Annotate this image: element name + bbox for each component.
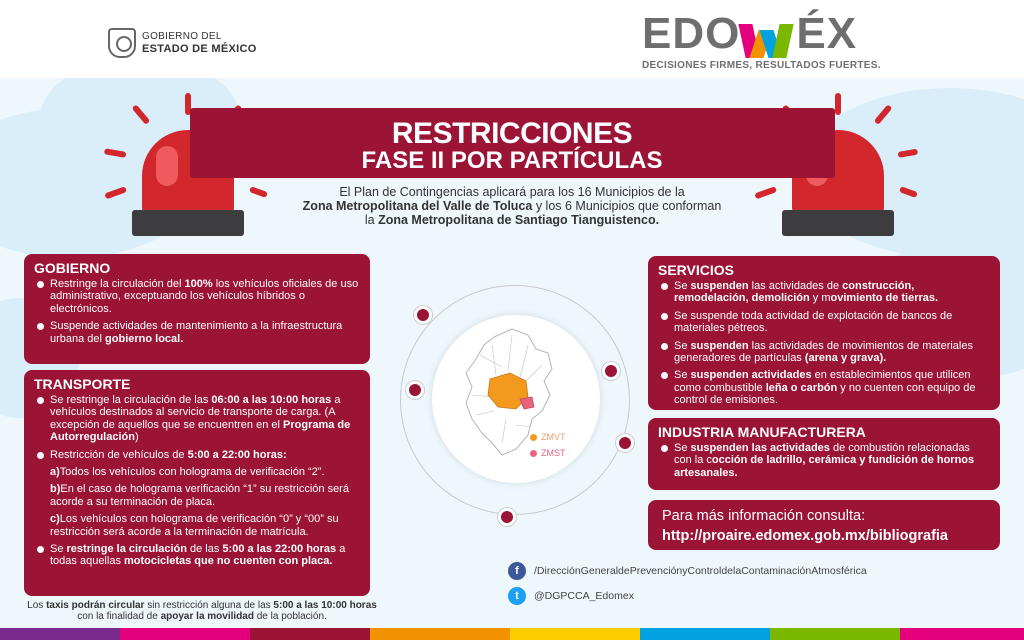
gov-line2: ESTADO DE MÉXICO	[142, 43, 257, 55]
brand-tagline: DECISIONES FIRMES, RESULTADOS FUERTES.	[642, 60, 881, 71]
twitter-icon: t	[508, 587, 526, 605]
facebook-icon: f	[508, 562, 526, 580]
industria-item: Se suspenden las actividades de combustión relacionadas con la cocción de ladrillo, cerámica y fundición de hornos artesanales.	[658, 442, 990, 479]
legend-zmst: ZMST	[530, 448, 566, 458]
brand-pre: EDO	[642, 9, 741, 58]
edomex-logo	[642, 10, 892, 71]
gov-line1: GOBIERNO DEL	[142, 31, 222, 42]
servicios-heading: SERVICIOS	[658, 262, 734, 278]
connector-dot	[616, 434, 634, 452]
connector-dot	[602, 362, 620, 380]
color-stripe	[510, 628, 640, 640]
state-seal-icon	[108, 28, 136, 58]
transporte-heading: TRANSPORTE	[34, 376, 131, 392]
servicios-item: Se suspenden actividades en establecimientos que utilicen como combustible leña o carbón y no cuenten con equipo de control de emisiones.	[658, 369, 990, 406]
transporte-box	[24, 370, 370, 596]
map-circle	[432, 315, 600, 483]
brand-post: ÉX	[796, 9, 858, 58]
gobierno-logo-text	[142, 31, 257, 55]
transporte-item: Se restringe la circulación de las 5:00 a las 22:00 horas a todas aquellas motocicletas que no cuenten con placa.	[34, 543, 360, 568]
transporte-item: Restricción de vehículos de 5:00 a 22:00 horas:	[34, 449, 360, 461]
gobierno-item: Restringe la circulación del 100% los vehículos oficiales de uso administrativo, exceptuando los vehículos híbridos o electrónicos.	[34, 278, 360, 315]
color-stripe	[770, 628, 900, 640]
state-map-icon	[432, 315, 600, 483]
edomex-wordmark	[642, 10, 892, 58]
transporte-subitem: b)En el caso de holograma verificación “1” su restricción será acorde a su terminación de placa.	[50, 483, 349, 508]
intro-text: El Plan de Contingencias aplicará para los 16 Municipios de la Zona Metropolitana del Valle de Toluca y los 6 Municipios que conforman la Zona Metropolitana de Santiago Tianguistenco.	[302, 185, 722, 227]
info-box	[648, 500, 1000, 550]
industria-box	[648, 418, 1000, 490]
gobierno-logo	[108, 28, 257, 58]
color-stripe	[250, 628, 370, 640]
info-url-link[interactable]: http://proaire.edomex.gob.mx/bibliografia	[662, 528, 948, 544]
gobierno-item: Suspende actividades de mantenimiento a la infraestructura urbana del gobierno local.	[34, 320, 360, 345]
info-label: Para más información consulta:	[662, 508, 866, 524]
gobierno-heading: GOBIERNO	[34, 260, 111, 276]
transporte-subitem: c)Los vehículos con holograma de verificación “0” y “00” su restricción será acorde a la terminación de matrícula.	[50, 513, 339, 538]
connector-dot	[414, 306, 432, 324]
color-stripe	[370, 628, 510, 640]
color-stripe	[0, 628, 120, 640]
connector-dot	[406, 381, 424, 399]
legend-zmvt: ZMVT	[530, 432, 566, 442]
edomex-m-logo	[742, 20, 794, 58]
facebook-handle[interactable]: /DirecciónGeneraldePrevenciónyControldelaContaminaciónAtmosférica	[534, 565, 867, 577]
twitter-handle[interactable]: @DGPCCA_Edomex	[534, 590, 634, 602]
industria-heading: INDUSTRIA MANUFACTURERA	[658, 424, 866, 440]
color-stripe	[900, 628, 1024, 640]
twitter-link[interactable]	[508, 587, 634, 605]
taxi-footnote: Los taxis podrán circular sin restricción alguna de las 5:00 a las 10:00 horas con la finalidad de apoyar la movilidad de la población.	[27, 600, 377, 622]
servicios-box	[648, 256, 1000, 410]
transporte-subitem: a)Todos los vehículos con holograma de verificación “2”.	[50, 466, 325, 479]
servicios-item: Se suspenden las actividades de construcción, remodelación, demolición y movimiento de tierras.	[658, 280, 990, 305]
gobierno-box	[24, 254, 370, 364]
color-stripe	[120, 628, 250, 640]
servicios-item: Se suspenden las actividades de movimientos de materiales generadores de partículas (arena y grava).	[658, 340, 990, 365]
transporte-item: Se restringe la circulación de las 06:00 a las 10:00 horas a vehículos destinados al servicio de transporte de carga. (A excepción de aquellos que se encuentren en el Programa de Autorregulación)	[34, 394, 360, 444]
servicios-item: Se suspende toda actividad de explotación de bancos de materiales pétreos.	[658, 310, 990, 335]
color-stripe	[640, 628, 770, 640]
page-subtitle: FASE II POR PARTÍCULAS	[361, 147, 663, 174]
page-title: RESTRICCIONES	[391, 117, 633, 150]
facebook-link[interactable]	[508, 562, 867, 580]
connector-dot	[498, 508, 516, 526]
